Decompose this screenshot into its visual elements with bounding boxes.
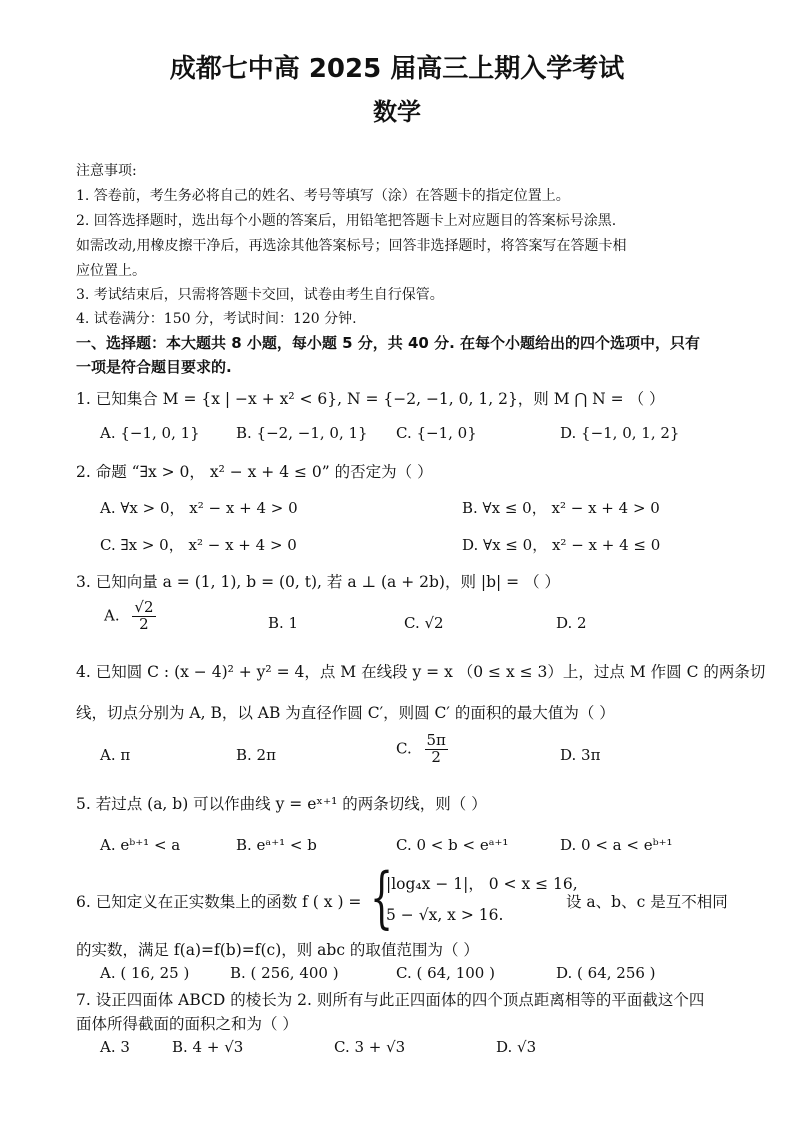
q3-option-a [104,600,156,633]
q2-option-c: C. ∃x > 0， x² − x + 4 > 0 [100,536,297,554]
q3-option-b: B. 1 [268,614,299,632]
question-2-stem: 2. 命题 “∃x > 0， x² − x + 4 ≤ 0” 的否定为（ ） [76,463,433,481]
q1-option-b: B. {−2, −1, 0, 1} [236,424,368,442]
q4-option-a: A. π [100,746,131,764]
q3-option-a-label: A. [104,606,120,625]
q6-piece-1: |log₄x − 1|， 0 < x ≤ 16, [386,875,578,893]
section-heading-cont: 一项是符合题目要求的. [76,358,232,376]
question-6-tail: 设 a、b、c 是互不相同 [566,893,728,911]
q6-piece-2: 5 − √x, x > 16. [386,906,504,924]
question-7-line1: 7. 设正四面体 ABCD 的棱长为 2. 则所有与此正四面体的四个顶点距离相等的平面截这个四 [76,991,705,1009]
q1-option-d: D. {−1, 0, 1, 2} [560,424,680,442]
q5-option-d: D. 0 < a < eᵇ⁺¹ [560,836,673,854]
fraction-denominator: 2 [431,747,441,766]
q7-option-c: C. 3 + √3 [334,1038,406,1056]
question-1-stem: 1. 已知集合 M = {x | −x + x² < 6}, N = {−2, −1, 0, 1, 2}，则 M ⋂ N = （ ） [76,390,665,408]
q2-option-d: D. ∀x ≤ 0， x² − x + 4 ≤ 0 [462,536,661,554]
q3-option-d: D. 2 [556,614,587,632]
question-7-line2: 面体所得截面的面积之和为（ ） [76,1015,298,1033]
q5-option-c: C. 0 < b < eᵃ⁺¹ [396,836,509,854]
question-6-line2: 的实数，满足 f(a)=f(b)=f(c)，则 abc 的取值范围为（ ） [76,941,479,959]
q5-option-b: B. eᵃ⁺¹ < b [236,836,317,854]
note-line: 1. 答卷前，考生务必将自己的姓名、考号等填写（涂）在答题卡的指定位置上。 [76,188,570,204]
q7-option-b: B. 4 + √3 [172,1038,244,1056]
subject-title: 数学 [373,98,421,126]
q3-option-c: C. √2 [404,614,444,632]
q7-option-a: A. 3 [100,1038,130,1056]
question-4-line2: 线，切点分别为 A, B，以 AB 为直径作圆 C′，则圆 C′ 的面积的最大值为（ ） [76,704,615,722]
q5-option-a: A. eᵇ⁺¹ < a [100,836,181,854]
section-heading: 一、选择题：本大题共 8 小题，每小题 5 分，共 40 分. 在每个小题给出的四个选项中，只有 [76,334,701,352]
q2-option-b: B. ∀x ≤ 0， x² − x + 4 > 0 [462,499,660,517]
q1-option-c: C. {−1, 0} [396,424,477,442]
question-4-line1: 4. 已知圆 C : (x − 4)² + y² = 4，点 M 在线段 y = x （0 ≤ x ≤ 3）上，过点 M 作圆 C 的两条切 [76,663,766,681]
q6-option-c: C. ( 64, 100 ) [396,964,495,982]
q3-option-a-fraction [132,600,155,633]
piecewise-brace-icon: { [370,859,394,936]
q1-option-a: A. {−1, 0, 1} [100,424,200,442]
fraction-numerator: 5π [426,731,446,749]
question-3-stem: 3. 已知向量 a = (1, 1), b = (0, t), 若 a ⊥ (a + 2b)，则 |b| = （ ） [76,573,561,591]
q2-option-a: A. ∀x > 0， x² − x + 4 > 0 [100,499,298,517]
q4-option-b: B. 2π [236,746,276,764]
q4-option-c-fraction [425,733,448,766]
q4-option-c [396,733,448,766]
q7-option-d: D. √3 [496,1038,537,1056]
notes-heading: 注意事项: [76,163,137,179]
note-line: 4. 试卷满分：150 分，考试时间：120 分钟. [76,311,357,327]
q4-option-d: D. 3π [560,746,601,764]
fraction-denominator: 2 [139,614,149,633]
note-line: 应位置上。 [76,263,146,279]
note-line: 如需改动,用橡皮擦干净后，再选涂其他答案标号；回答非选择题时，将答案写在答题卡相 [76,238,627,254]
q4-option-c-label: C. [396,739,412,758]
exam-title: 成都七中高 2025 届高三上期入学考试 [169,54,625,84]
q6-option-b: B. ( 256, 400 ) [230,964,339,982]
q6-option-a: A. ( 16, 25 ) [100,964,190,982]
question-6-lead: 6. 已知定义在正实数集上的函数 f ( x ) = [76,893,362,911]
q6-option-d: D. ( 64, 256 ) [556,964,656,982]
note-line: 3. 考试结束后，只需将答题卡交回，试卷由考生自行保管。 [76,287,444,303]
fraction-numerator: √2 [134,598,154,616]
note-line: 2. 回答选择题时，选出每个小题的答案后，用铅笔把答题卡上对应题目的答案标号涂黑. [76,213,617,229]
question-5-stem: 5. 若过点 (a, b) 可以作曲线 y = eˣ⁺¹ 的两条切线，则（ ） [76,795,487,813]
